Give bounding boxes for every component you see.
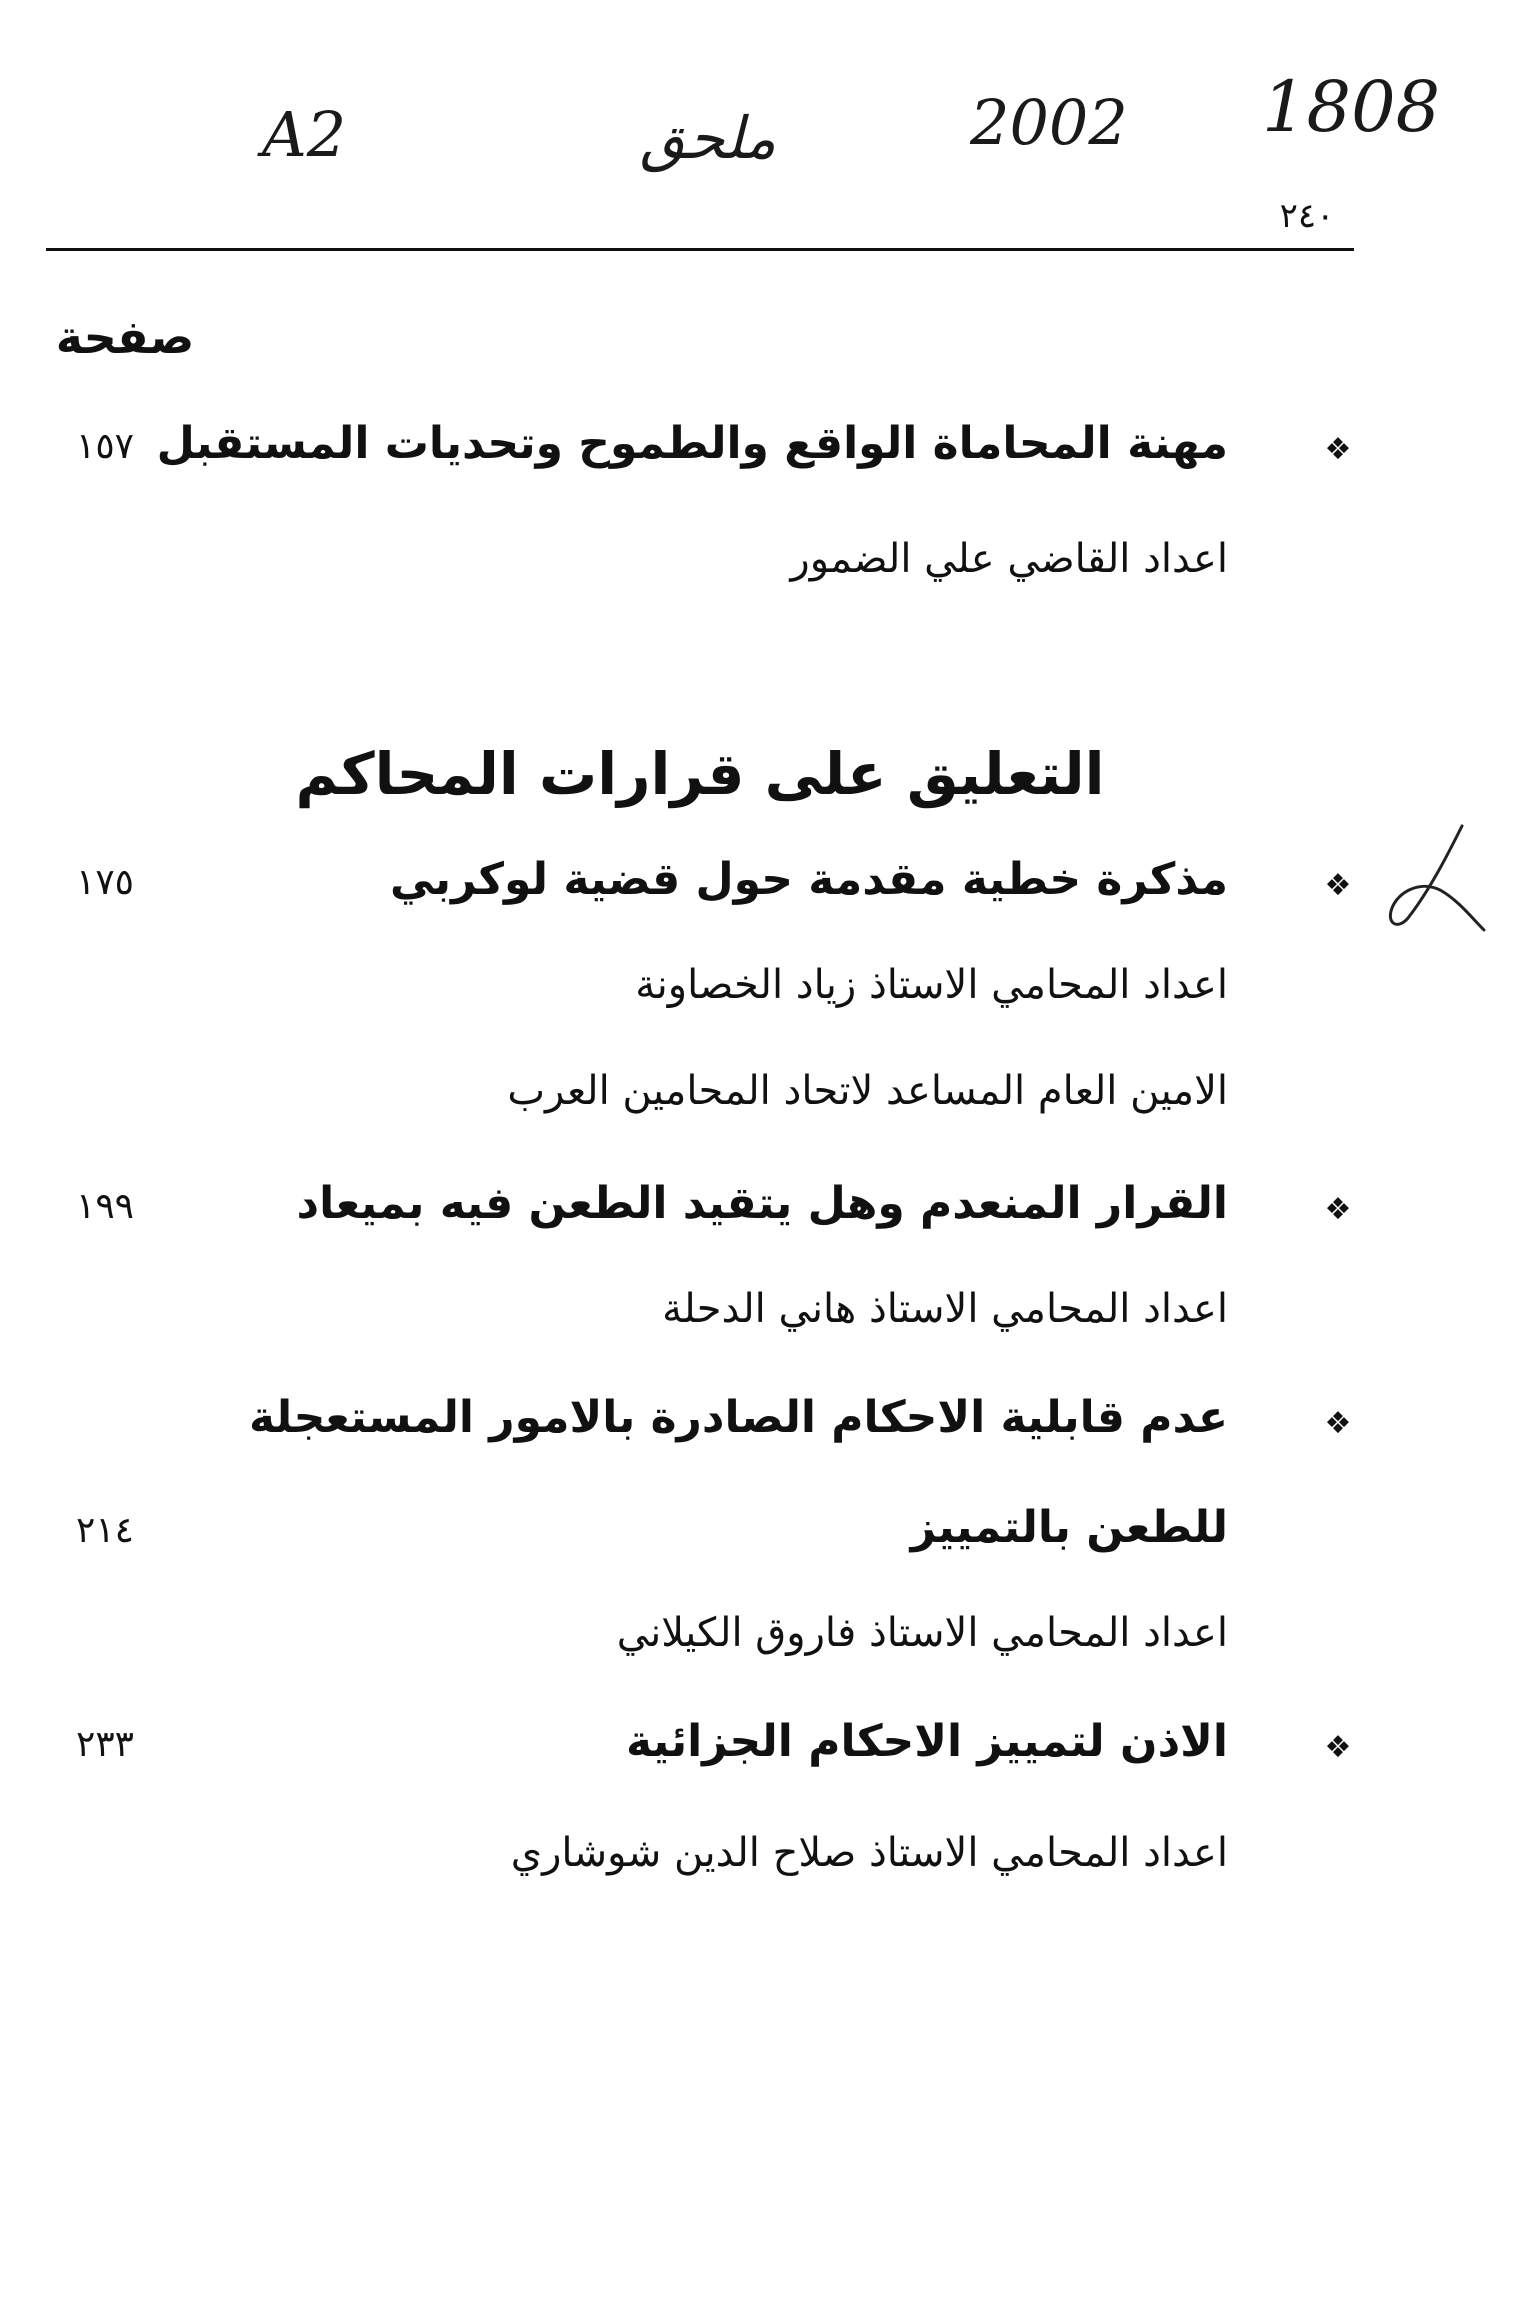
bullet-icon: ❖ [1324, 1730, 1352, 1765]
page-number: ٢٤٠ [1279, 196, 1335, 236]
entry-page: ١٧٥ [75, 862, 134, 903]
entry-title: عدم قابلية الاحكام الصادرة بالامور المستعجلة [248, 1392, 1228, 1443]
entry-author: اعداد المحامي الاستاذ فاروق الكيلاني [616, 1610, 1228, 1656]
entry-author-role: الامين العام المساعد لاتحاد المحامين العرب [507, 1068, 1228, 1114]
entry-page: ٢١٤ [75, 1510, 134, 1551]
entry-author: اعداد المحامي الاستاذ صلاح الدين شوشاري [510, 1830, 1228, 1876]
entry-author: اعداد القاضي علي الضمور [790, 536, 1228, 582]
entry-title-continued: للطعن بالتمييز [910, 1502, 1228, 1553]
section-heading: التعليق على قرارات المحاكم [295, 740, 1105, 808]
bullet-icon: ❖ [1324, 1192, 1352, 1227]
handwritten-word: ملحق [640, 104, 777, 172]
handwritten-code: A2 [262, 98, 347, 171]
handwritten-check-mark [1380, 820, 1490, 940]
header-rule [46, 248, 1354, 251]
entry-title: الاذن لتمييز الاحكام الجزائية [625, 1716, 1228, 1767]
entry-page: ١٥٧ [75, 426, 134, 467]
entry-author: اعداد المحامي الاستاذ زياد الخصاونة [635, 962, 1228, 1008]
entry-title: القرار المنعدم وهل يتقيد الطعن فيه بميعاد [296, 1178, 1228, 1229]
page-column-label: صفحة [55, 310, 195, 364]
entry-title: مهنة المحاماة الواقع والطموح وتحديات المستقبل [156, 418, 1228, 469]
bullet-icon: ❖ [1324, 1406, 1352, 1441]
entry-title: مذكرة خطية مقدمة حول قضية لوكربي [389, 854, 1228, 905]
handwritten-number: 1808 [1262, 66, 1441, 148]
handwritten-year: 2002 [970, 86, 1128, 159]
entry-page: ٢٣٣ [75, 1724, 134, 1765]
entry-author: اعداد المحامي الاستاذ هاني الدحلة [662, 1286, 1228, 1332]
bullet-icon: ❖ [1324, 432, 1352, 467]
bullet-icon: ❖ [1324, 868, 1352, 903]
entry-page: ١٩٩ [75, 1186, 134, 1227]
